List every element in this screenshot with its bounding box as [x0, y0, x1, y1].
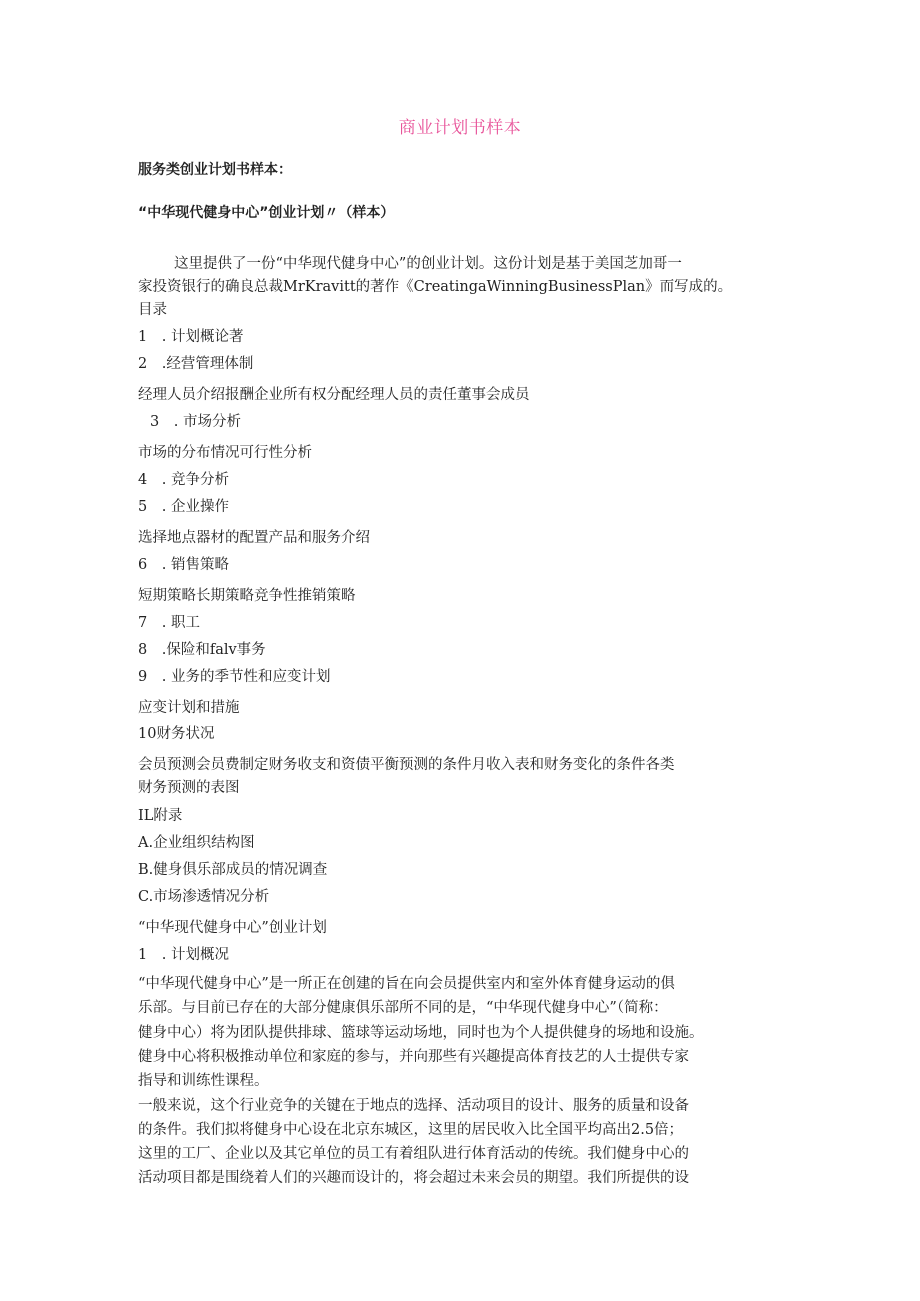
body-line: 这里的工厂、企业以及其它单位的员工有着组队进行体育活动的传统。我们健身中心的 [138, 1146, 689, 1162]
toc-subitem: 经理人员介绍报酬企业所有权分配经理人员的责任董事会成员 [138, 387, 530, 403]
body-line: 健身中心）将为团队提供排球、篮球等运动场地，同时也为个人提供健身的场地和设施。 [138, 1025, 704, 1041]
toc-subitem: 财务预测的表图 [138, 780, 240, 796]
intro-line-2: 家投资银行的确良总裁MrKravitt的著作《CreatingaWinningBusinessPlan》而写成的。 [138, 279, 733, 295]
toc-item: 10财务状况 [138, 726, 215, 742]
toc-item: 5 . 企业操作 [138, 499, 229, 515]
overview-heading: 1 . 计划概况 [138, 947, 229, 963]
toc-item: 9 . 业务的季节性和应变计划 [138, 669, 331, 685]
toc-item: IL附录 [138, 808, 183, 824]
toc-item: 6 . 销售策略 [138, 557, 229, 573]
body-line: 的条件。我们拟将健身中心设在北京东城区，这里的居民收入比全国平均高出2.5倍； [138, 1122, 684, 1138]
toc-item: 7 . 职工 [138, 615, 200, 631]
body-line: 指导和训练性课程。 [138, 1073, 269, 1089]
body-line: 乐部。与目前已存在的大部分健康俱乐部所不同的是，“中华现代健身中心”（简称： [138, 1000, 668, 1016]
toc-subitem: C.市场渗透情况分析 [138, 889, 270, 905]
toc-subitem: 会员预测会员费制定财务收支和资债平衡预测的条件月收入表和财务变化的条件各类 [138, 757, 675, 773]
sub-heading: “中华现代健身中心”创业计划〃（样本） [138, 205, 395, 221]
toc-item: 2 .经营管理体制 [138, 356, 254, 372]
toc-subitem: B.健身俱乐部成员的情况调查 [138, 862, 328, 878]
toc-subitem: 应变计划和措施 [138, 700, 240, 716]
toc-item: 1 . 计划概论著 [138, 329, 244, 345]
toc-item: 8 .保险和falv事务 [138, 642, 266, 658]
body-line: 健身中心将积极推动单位和家庭的参与，并向那些有兴趣提高体育技艺的人士提供专家 [138, 1049, 689, 1065]
toc-subitem: 短期策略长期策略竞争性推销策略 [138, 588, 356, 604]
toc-item: 3 . 市场分析 [150, 414, 241, 430]
toc-subitem: 市场的分布情况可行性分析 [138, 445, 312, 461]
section-heading: 服务类创业计划书样本： [138, 162, 292, 178]
body-line: 一般来说，这个行业竞争的关键在于地点的选择、活动项目的设计、服务的质量和设备 [138, 1098, 689, 1114]
plan-title: “中华现代健身中心”创业计划 [138, 920, 327, 936]
toc-subitem: 选择地点器材的配置产品和服务介绍 [138, 530, 370, 546]
toc-label: 目录 [138, 302, 167, 318]
toc-subitem: A.企业组织结构图 [138, 835, 255, 851]
toc-item: 4 . 竞争分析 [138, 472, 229, 488]
intro-line-1: 这里提供了一份“中华现代健身中心”的创业计划。这份计划是基于美国芝加哥一 [174, 256, 682, 272]
body-line: 活动项目都是围绕着人们的兴趣而设计的，将会超过未来会员的期望。我们所提供的设 [138, 1170, 689, 1186]
body-line: “中华现代健身中心”是一所正在创建的旨在向会员提供室内和室外体育健身运动的俱 [138, 976, 675, 992]
document-title: 商业计划书样本 [398, 118, 522, 138]
